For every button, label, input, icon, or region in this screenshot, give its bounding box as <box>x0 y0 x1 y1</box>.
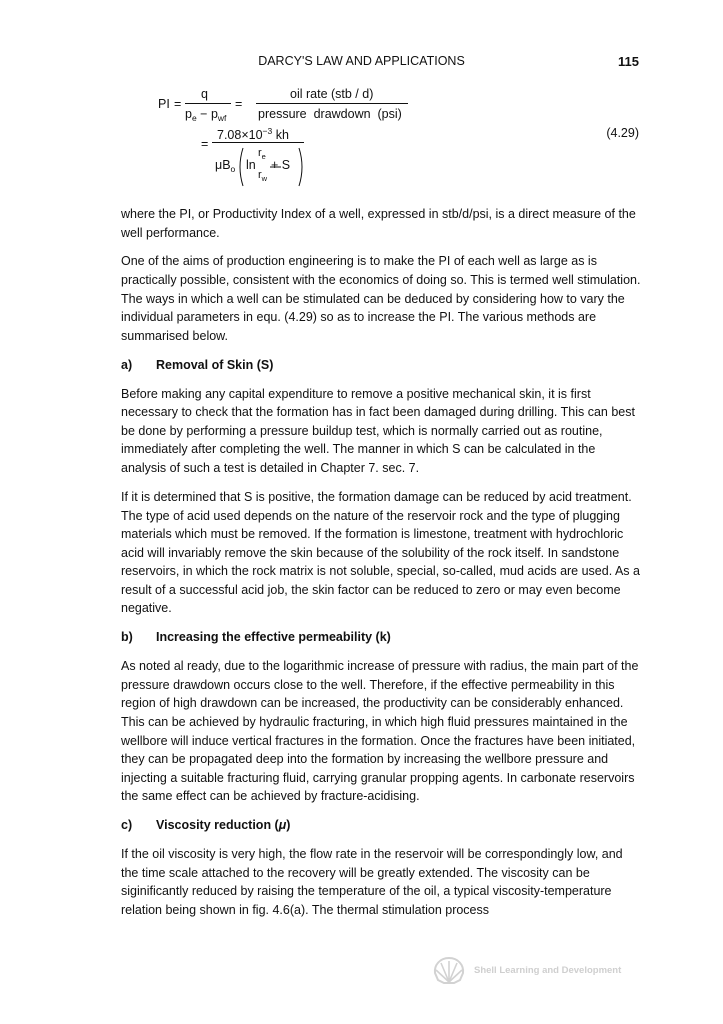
paragraph: If it is determined that S is positive, the formation damage can be reduced by acid treatment. The type of acid used depends on the nature of the reservoir rock and the type of plugging materials which must be removed. If the formation is limestone, treatment with hydrochloric acid will invariably remove the skin because of the solubility of the rock itself. In sandstone reservoirs, in which the rock matrix is not soluble, special, so-called, mud acids are used. As a result of a successful acid job, the skin factor can be reduced to zero or may even become negative. <box>121 489 640 616</box>
footer <box>432 956 642 986</box>
paragraph: One of the aims of production engineering is to make the PI of each well as large as is practically possible, consistent with the economics of doing so. This is termed well stimulation. The ways in which a well can be stimulated can be deduced by considering how to vary the individual parameters in equ. (4.29) so as to increase the PI. The various methods are summarised below. <box>121 254 641 343</box>
equation-number: (4.29) <box>606 126 639 140</box>
paragraph: where the PI, or Productivity Index of a well, expressed in stb/d/psi, is a direct measure of the well performance. <box>121 207 636 240</box>
eq-equals-1: = <box>174 97 182 111</box>
frac1-bar <box>185 103 231 104</box>
section-heading-a: a) Removal of Skin (S) <box>121 357 274 372</box>
frac3-ln: ln <box>246 158 256 172</box>
page-header <box>0 54 723 72</box>
paragraph: Before making any capital expenditure to remove a positive mechanical skin, it is first necessary to check that the formation has in fact been damaged during drilling. This can best be done by performing a pressure buildup test, which is normally carried out as routine, immediately after completing the well. The manner in which S can be calculated in the analysis of such a test is detailed in Chapter 7. sec. 7. <box>121 386 635 476</box>
paragraph: If the oil viscosity is very high, the flow rate in the reservoir will be correspondingly low, and the time scale attached to the recovery will be greatly extended. The viscosity can be siginificantly reduced by raising the temperature of the oil, a typical viscosity-temperature relation being shown in fig. 4.6(a). The thermal stimulation process <box>121 847 623 917</box>
frac3-plus-s: + S <box>271 158 291 172</box>
section-heading-b: b) Increasing the effective permeability (k) <box>121 630 391 645</box>
frac3-mu-bo: $\mu B_o$ <box>215 158 236 174</box>
eq-equals-3: = <box>201 137 209 151</box>
section-heading-c: c) Viscosity reduction (μ) <box>121 818 291 833</box>
frac3-bar <box>212 142 304 143</box>
footer-text: Shell Learning and Development <box>474 965 622 976</box>
frac3-numerator: $7.08\times 10^{-3}$ kh <box>217 126 289 142</box>
frac1-numerator: q <box>201 87 208 101</box>
frac2-numerator: oil rate (stb / d) <box>290 87 374 101</box>
shell-logo-icon <box>432 956 466 986</box>
eq-lhs: PI <box>158 97 170 111</box>
body-text <box>121 205 641 930</box>
eq-equals-2: = <box>235 97 243 111</box>
frac1-denominator: $p_e - p_{wf}$ <box>185 107 227 123</box>
running-title: DARCY'S LAW AND APPLICATIONS <box>258 54 465 68</box>
frac3-rw: $r_w$ <box>258 169 268 183</box>
frac3-re: $r_e$ <box>258 147 266 161</box>
frac2-bar <box>256 103 408 104</box>
frac2-denominator: pressure drawdown (psi) <box>258 107 402 121</box>
page-number: 115 <box>618 54 639 69</box>
paragraph: As noted al ready, due to the logarithmic increase of pressure with radius, the main part of the pressure drawdown occurs close to the well. Therefore, if the effective permeability in this region of high drawdown can be increased, the productivity can be considerably enhanced. This can be achieved by hydraulic fracturing, in which high fluid pressures maintained in the wellbore will induce vertical fractures in the formation. Once the fractures have been initiated, they can be propagated deep into the formation by increasing the wellbore pressure and injecting a suitable fracturing fluid, carrying granular propping agents. In carbonate reservoirs the same effect can be achieved by fracture-acidising. <box>121 659 639 804</box>
